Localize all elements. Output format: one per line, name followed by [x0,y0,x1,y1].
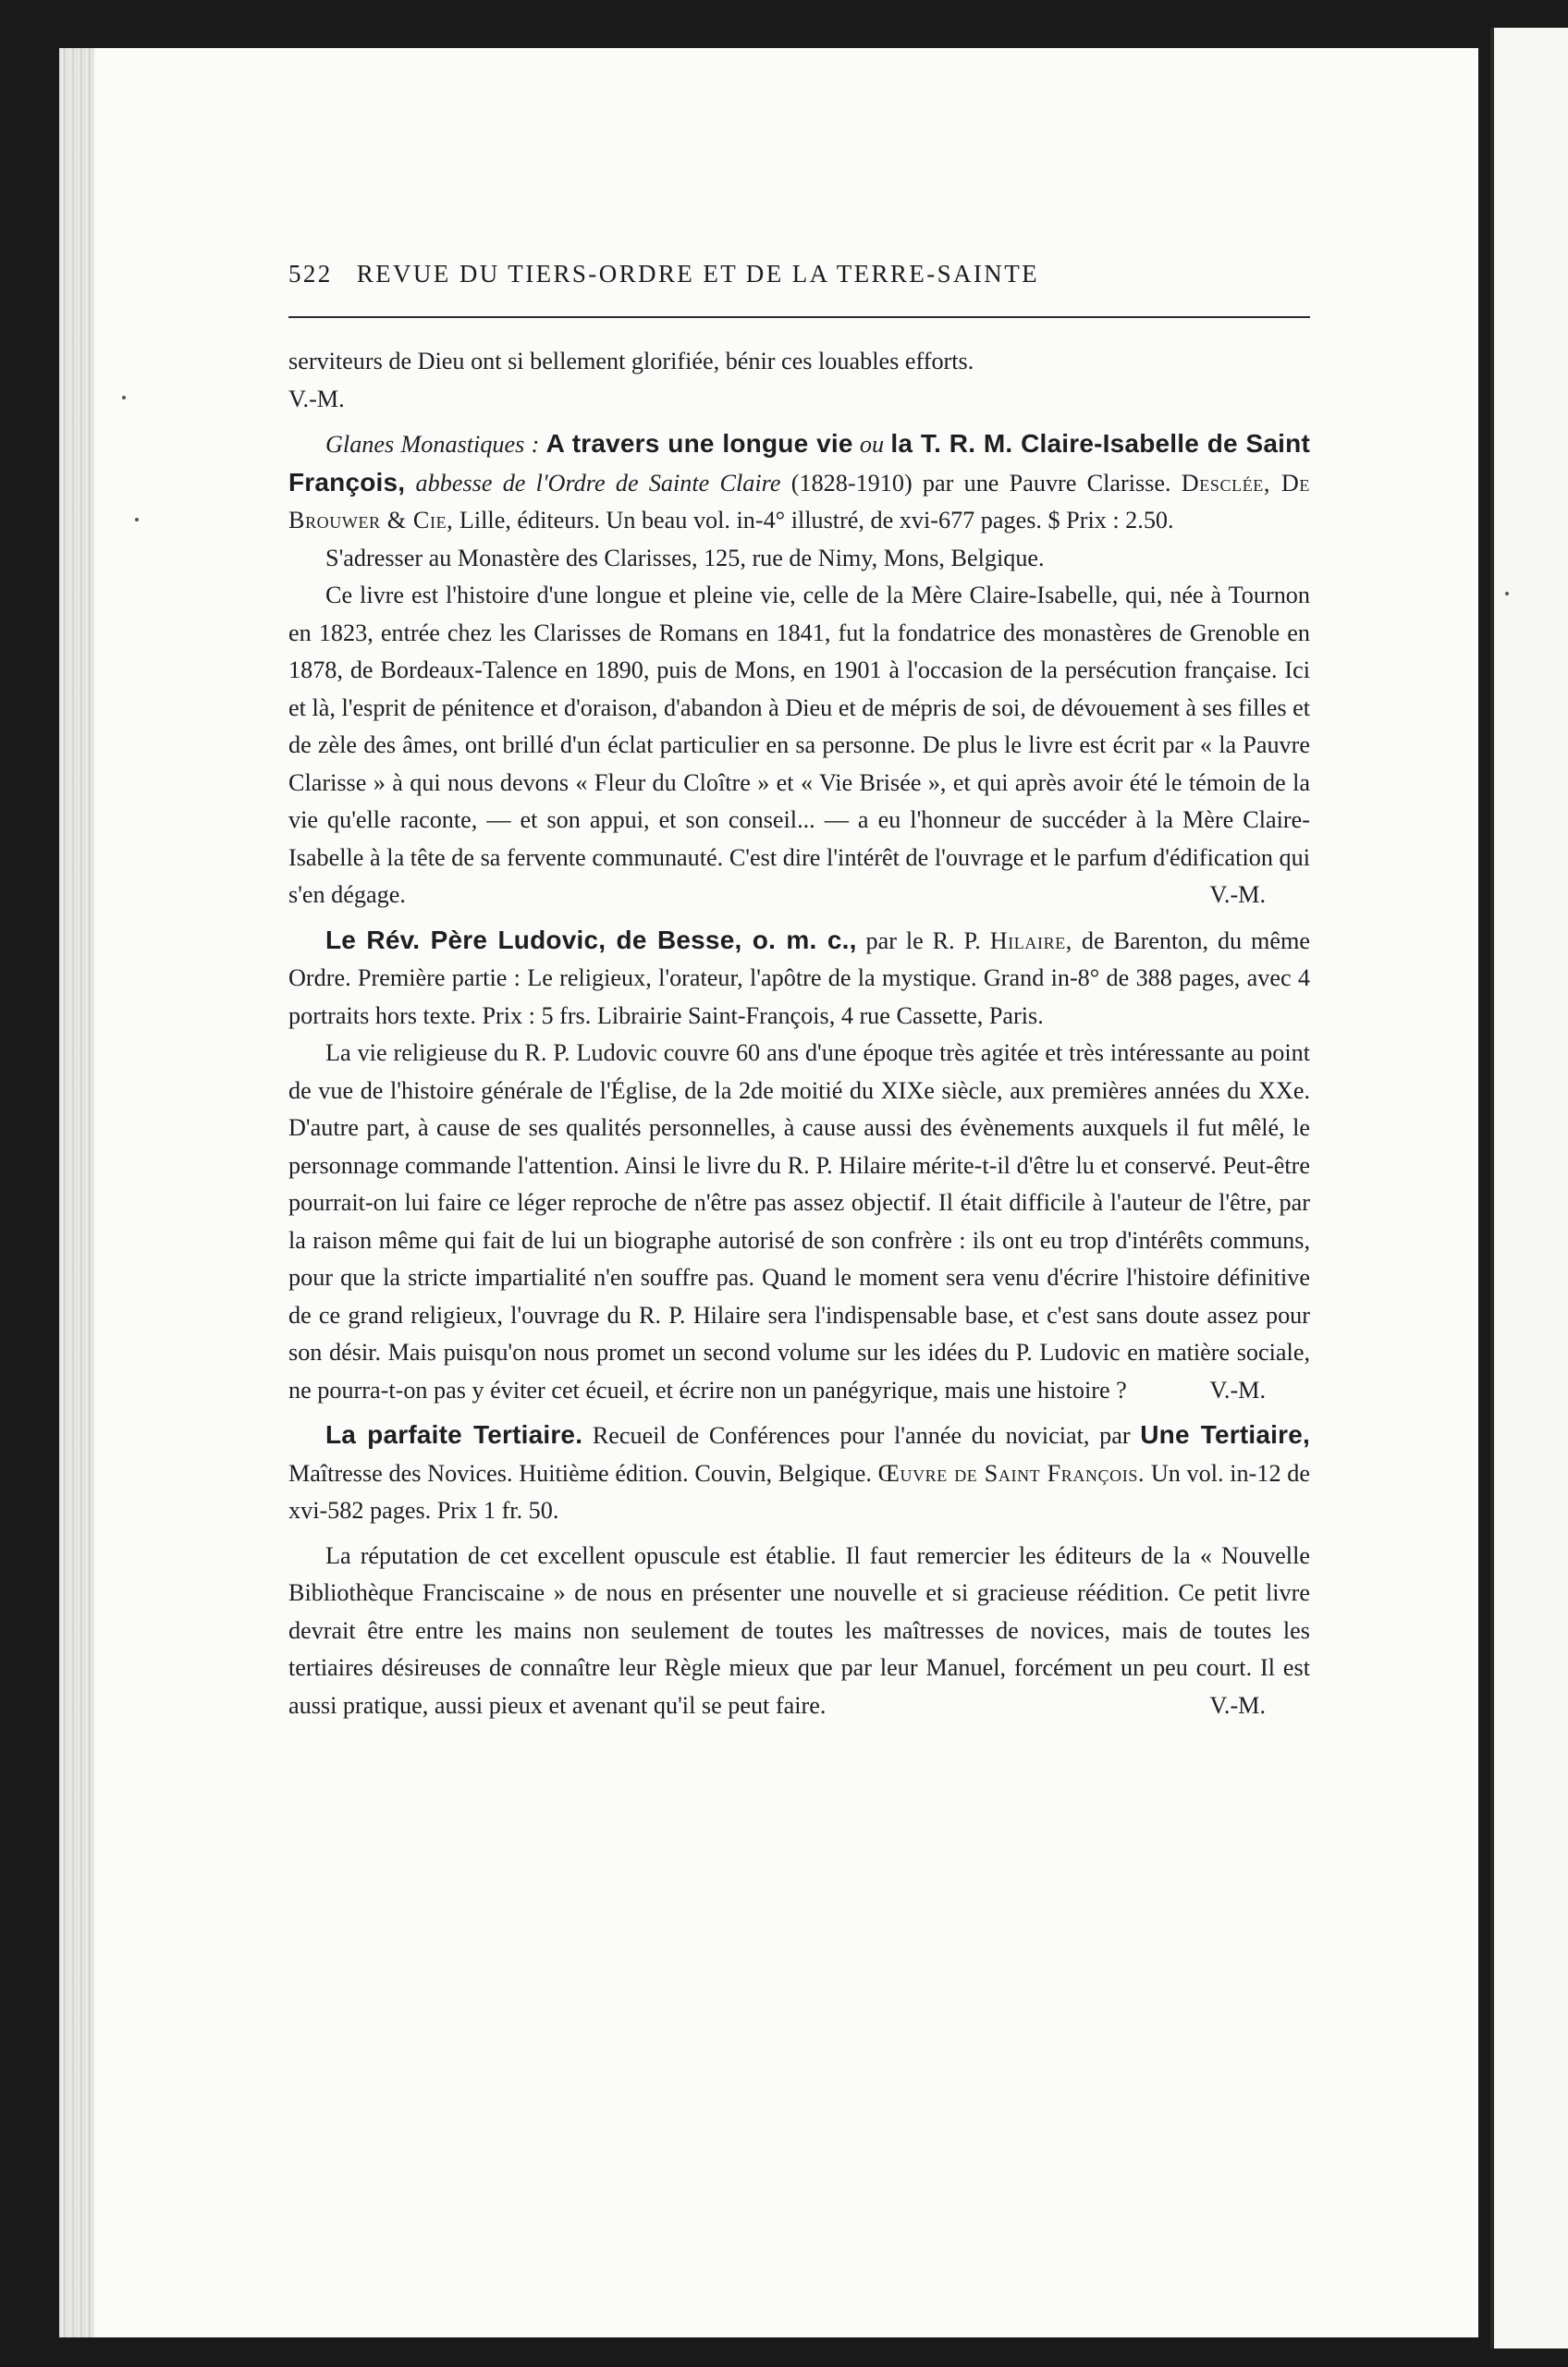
running-title: REVUE DU TIERS-ORDRE ET DE LA TERRE-SAINTE [356,260,1039,288]
margin-speck [1505,592,1509,595]
review-1-citation: Glanes Monastiques : A travers une longue vie ou la T. R. M. Claire-Isabelle de Saint François, abbesse de l'Ordre de Sainte Claire (1828-1910) par une Pauvre Clarisse. Desclée, De Brouwer & Cie, Lille, éditeurs. Un beau vol. in-4° illustré, de xvi-677 pages. $ Prix : 2.50. [288,429,1311,533]
publisher: Desclée, De Brouwer & Cie, [288,469,1311,533]
book-title-cont: la T. R. M. Claire-Isabelle de Saint François, [288,429,1310,497]
review-3-text: La réputation de cet excellent opuscule est établie. Il faut remercier les éditeurs de la « Nouvelle Bibliothèque Franciscaine » de nous en présenter une nouvelle et si gracieuse réédition. Ce petit livre devrait être entre les mains non seulement de toutes les maîtresses de novices, mais de toutes les tertiaires désireuses de connaître leur Règle mieux que par leur Manuel, forcément un peu court. Il est aussi pratique, aussi pieux et avenant qu'il se peut faire. V.-M. [288,1538,1310,1725]
book-title: Le Rév. Père Ludovic, de Besse, o. m. c., [325,925,857,954]
series-name: Glanes Monastiques : [325,431,540,458]
review-1-address: S'adresser au Monastère des Clarisses, 125, rue de Nimy, Mons, Belgique. [325,544,1045,571]
signature: V.-M. [288,385,345,412]
header-rule [288,316,1310,318]
body-text [288,343,1310,1724]
signature: V.-M. [1209,881,1266,908]
signature: V.-M. [1209,1691,1266,1719]
review-1-text: Ce livre est l'histoire d'une longue et pleine vie, celle de la Mère Claire-Isabelle, qui, née à Tournon en 1823, entrée chez les Clarisses de Romans en 1841, fut la fondatrice des monastères de Grenoble en 1878, de Bordeaux-Talence en 1890, puis de Mons, en 1901 à l'occasion de la persécution française. Ici et là, l'esprit de pénitence et d'oraison, d'abandon à Dieu et de mépris de soi, de dévouement à ses filles et de zèle des âmes, ont brillé d'un éclat particulier en sa personne. De plus le livre est écrit par « la Pauvre Clarisse » à qui nous devons « Fleur du Cloître » et « Vie Brisée », et qui après avoir été le témoin de la vie qu'elle raconte, — et son appui, et son conseil... — a eu l'honneur de succéder à la Mère Claire-Isabelle à la tête de sa fervente communauté. C'est dire l'intérêt de l'ouvrage et le parfum d'édification qui s'en dégage. V.-M. [288,577,1310,914]
running-header [288,260,1310,288]
book-subtitle: abbesse de l'Ordre de Sainte Claire [415,469,781,497]
review-2-text: La vie religieuse du R. P. Ludovic couvre 60 ans d'une époque très agitée et très intéressante au point de vue de l'histoire générale de l'Église, de la 2de moitié du XIXe siècle, aux premières années du XXe. D'autre part, à cause de ses qualités personnelles, à cause aussi des évènements auxquels il fut mêlé, le personnage commande l'attention. Ainsi le livre du R. P. Hilaire mérite-t-il d'être lu et conservé. Peut-être pourrait-on lui faire ce léger reproche de n'être pas assez objectif. Il était difficile à l'auteur de l'être, par la raison même qui fait de lui un biographe autorisé de son confrère : ils ont eu trop d'intérêts communs, pour que la stricte impartialité n'en souffre pas. Quand le moment sera venu d'écrire l'histoire définitive de ce grand religieux, l'ouvrage du R. P. Hilaire sera l'indispensable base, et c'est sans doute assez pour son désir. Mais puisqu'on nous promet un second volume sur les idées du P. Ludovic en matière sociale, ne pourra-t-on pas y éviter cet écueil, et écrire non un panégyrique, mais une histoire ? V.-M. [288,1035,1310,1409]
page-gutter [59,48,94,2337]
review-3-citation: La parfaite Tertiaire. Recueil de Conférences pour l'année du noviciat, par Une Tertiaire, Maîtresse des Novices. Huitième édition. Couvin, Belgique. Œuvre de Saint François. Un vol. in-12 de xvi-582 pages. Prix 1 fr. 50. [288,1420,1310,1524]
review-2-citation: Le Rév. Père Ludovic, de Besse, o. m. c., par le R. P. Hilaire, de Barenton, du même Ordre. Première partie : Le religieux, l'orateur, l'apôtre de la mystique. Grand in-8° de 388 pages, avec 4 portraits hors texte. Prix : 5 frs. Librairie Saint-François, 4 rue Cassette, Paris. [288,925,1311,1029]
page-number: 522 [288,260,333,288]
signature: V.-M. [1209,1376,1266,1404]
margin-speck [122,396,126,399]
continued-paragraph: serviteurs de Dieu ont si bellement glorifiée, bénir ces louables efforts. [288,348,974,374]
book-title: La parfaite Tertiaire. [325,1420,583,1449]
book-title: A travers une longue vie [545,429,853,458]
facing-page-edge [1490,28,1568,2349]
margin-speck [135,518,139,521]
publisher: Œuvre de Saint François. [877,1459,1145,1487]
author: Une Tertiaire, [1140,1420,1310,1449]
author: Hilaire, [989,926,1072,954]
